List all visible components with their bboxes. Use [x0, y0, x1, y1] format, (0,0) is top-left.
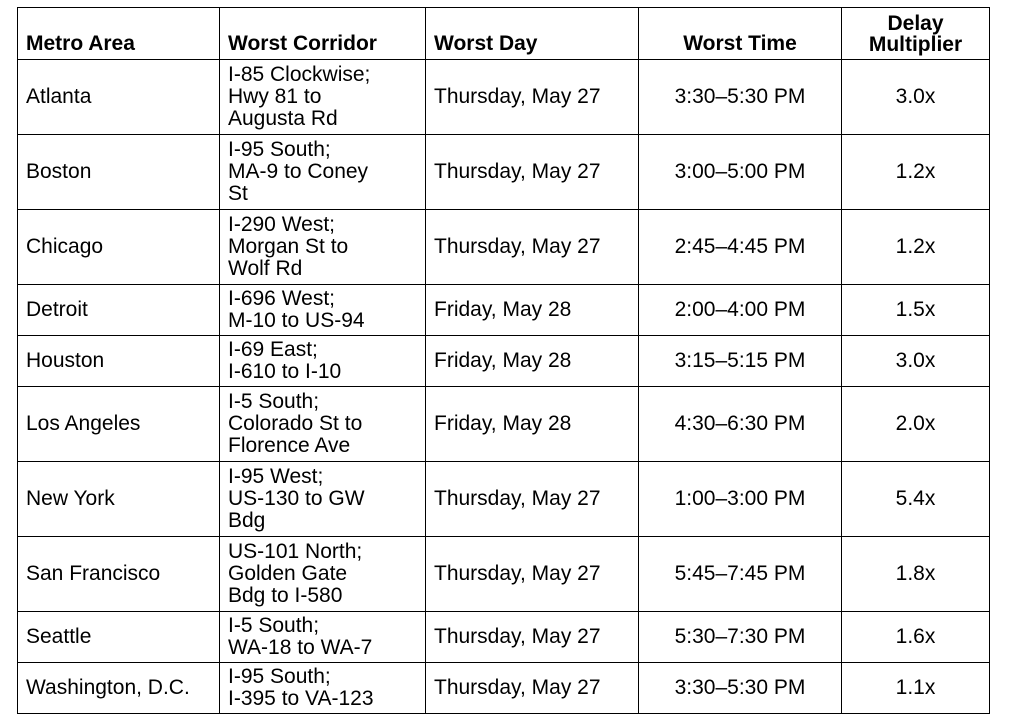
cell-corridor: [220, 612, 426, 663]
corridor-line: I-95 West;: [228, 465, 324, 488]
cell-metro: Atlanta: [18, 60, 220, 135]
header-delay-multiplier-line2: Multiplier: [868, 33, 963, 56]
table-row: [18, 60, 990, 135]
corridor-line: I-95 South;: [228, 665, 331, 688]
corridor-line: Florence Ave: [228, 434, 351, 457]
corridor-line: I-5 South;: [228, 614, 320, 637]
corridor-line: I-69 East;: [228, 338, 318, 361]
cell-corridor: [220, 663, 426, 714]
corridor-line: US-101 North;: [228, 540, 363, 563]
corridor-line: St: [228, 182, 248, 205]
corridor-line: M-10 to US-94: [228, 309, 365, 332]
cell-day: Thursday, May 27: [426, 663, 639, 714]
cell-corridor: [220, 285, 426, 336]
corridor-line: Golden Gate: [228, 562, 348, 585]
cell-multiplier: 1.2x: [842, 210, 990, 285]
cell-multiplier: 5.4x: [842, 462, 990, 537]
cell-corridor: [220, 462, 426, 537]
header-metro-area: Metro Area: [18, 8, 220, 60]
cell-multiplier: 1.5x: [842, 285, 990, 336]
cell-day: Friday, May 28: [426, 387, 639, 462]
cell-metro: Boston: [18, 135, 220, 210]
cell-time: 3:15–5:15 PM: [639, 336, 842, 387]
corridor-line: I-696 West;: [228, 287, 335, 310]
corridor-line: Morgan St to: [228, 235, 349, 258]
cell-time: 3:30–5:30 PM: [639, 60, 842, 135]
cell-multiplier: 1.2x: [842, 135, 990, 210]
table-row: [18, 336, 990, 387]
cell-metro: Detroit: [18, 285, 220, 336]
table-row: [18, 663, 990, 714]
header-delay-multiplier: [842, 8, 990, 60]
cell-day: Friday, May 28: [426, 336, 639, 387]
cell-time: 2:00–4:00 PM: [639, 285, 842, 336]
corridor-line: MA-9 to Coney: [228, 160, 369, 183]
corridor-line: Hwy 81 to: [228, 85, 322, 108]
corridor-line: I-5 South;: [228, 390, 320, 413]
corridor-line: WA-18 to WA-7: [228, 636, 373, 659]
table-row: [18, 387, 990, 462]
cell-multiplier: 3.0x: [842, 336, 990, 387]
corridor-line: Augusta Rd: [228, 107, 338, 130]
header-worst-time: Worst Time: [639, 8, 842, 60]
traffic-table: [17, 7, 990, 714]
corridor-line: I-610 to I-10: [228, 360, 342, 383]
table-row: [18, 210, 990, 285]
cell-time: 2:45–4:45 PM: [639, 210, 842, 285]
cell-day: Thursday, May 27: [426, 462, 639, 537]
cell-metro: Los Angeles: [18, 387, 220, 462]
cell-day: Thursday, May 27: [426, 60, 639, 135]
corridor-line: I-95 South;: [228, 138, 331, 161]
cell-day: Friday, May 28: [426, 285, 639, 336]
cell-multiplier: 2.0x: [842, 387, 990, 462]
table-row: [18, 537, 990, 612]
cell-metro: New York: [18, 462, 220, 537]
table-row: [18, 135, 990, 210]
cell-multiplier: 3.0x: [842, 60, 990, 135]
cell-corridor: [220, 210, 426, 285]
cell-day: Thursday, May 27: [426, 135, 639, 210]
table-row: [18, 285, 990, 336]
cell-multiplier: 1.8x: [842, 537, 990, 612]
corridor-line: Wolf Rd: [228, 257, 303, 280]
cell-time: 4:30–6:30 PM: [639, 387, 842, 462]
cell-metro: Washington, D.C.: [18, 663, 220, 714]
table-body: [18, 60, 990, 714]
cell-day: Thursday, May 27: [426, 612, 639, 663]
cell-corridor: [220, 387, 426, 462]
cell-metro: Houston: [18, 336, 220, 387]
corridor-line: I-395 to VA-123: [228, 687, 374, 710]
cell-time: 3:00–5:00 PM: [639, 135, 842, 210]
corridor-line: I-85 Clockwise;: [228, 63, 371, 86]
cell-time: 5:45–7:45 PM: [639, 537, 842, 612]
corridor-line: I-290 West;: [228, 213, 335, 236]
corridor-line: Colorado St to: [228, 412, 363, 435]
cell-time: 1:00–3:00 PM: [639, 462, 842, 537]
cell-day: Thursday, May 27: [426, 210, 639, 285]
header-worst-day: Worst Day: [426, 8, 639, 60]
corridor-line: US-130 to GW: [228, 487, 365, 510]
header-worst-corridor: Worst Corridor: [220, 8, 426, 60]
cell-metro: San Francisco: [18, 537, 220, 612]
cell-multiplier: 1.1x: [842, 663, 990, 714]
cell-day: Thursday, May 27: [426, 537, 639, 612]
table-row: [18, 612, 990, 663]
table-row: [18, 462, 990, 537]
header-row: [18, 8, 990, 60]
cell-metro: Seattle: [18, 612, 220, 663]
cell-corridor: [220, 537, 426, 612]
cell-corridor: [220, 336, 426, 387]
cell-time: 3:30–5:30 PM: [639, 663, 842, 714]
cell-time: 5:30–7:30 PM: [639, 612, 842, 663]
table-header: [18, 8, 990, 60]
header-delay-multiplier-line1: Delay: [887, 12, 944, 35]
cell-multiplier: 1.6x: [842, 612, 990, 663]
corridor-line: Bdg: [228, 509, 266, 532]
corridor-line: Bdg to I-580: [228, 584, 343, 607]
cell-corridor: [220, 135, 426, 210]
cell-metro: Chicago: [18, 210, 220, 285]
cell-corridor: [220, 60, 426, 135]
